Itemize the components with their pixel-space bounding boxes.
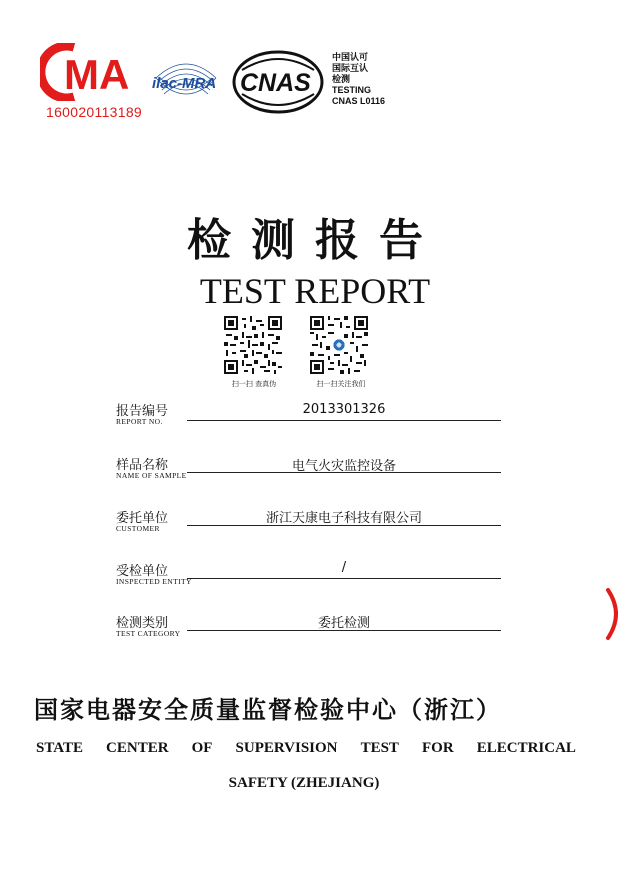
report-no-value: 2013301326	[302, 402, 386, 417]
sample-name-underline	[187, 472, 501, 473]
report-no-label-cn: 报告编号	[116, 404, 169, 419]
center-en-word: OF	[191, 740, 213, 756]
cnas-logo	[232, 50, 324, 114]
seal-edge-mark	[604, 588, 624, 640]
sample-name-value: 电气火灾监控设备	[291, 459, 396, 474]
issuing-center-name-en-line2: SAFETY (ZHEJIANG)	[228, 775, 380, 791]
report-no-label-en: REPORT NO.	[116, 417, 163, 426]
accreditation-text-block	[332, 52, 452, 107]
center-en-word: SUPERVISION	[235, 740, 338, 756]
accreditation-line: 检测	[332, 74, 351, 84]
sample-name-label-cn: 样品名称	[116, 458, 169, 473]
cma-logo-text: MA	[64, 51, 130, 98]
report-title-cn: 检测报告	[187, 215, 443, 266]
customer-value: 浙江天康电子科技有限公司	[265, 511, 422, 526]
qr-follow-caption: 扫一扫关注我们	[316, 380, 366, 388]
test-category-value: 委托检测	[317, 616, 370, 631]
test-category-label-cn: 检测类别	[116, 616, 169, 631]
report-no-underline	[187, 420, 501, 421]
cnas-logo-text: CNAS	[240, 69, 311, 97]
accreditation-line: TESTING	[332, 85, 372, 95]
qr-verify-caption: 扫一扫 查真伪	[231, 380, 277, 388]
cma-certificate-number: 160020113189	[46, 104, 142, 120]
accreditation-line: 国际互认	[332, 63, 369, 73]
accreditation-line: 中国认可	[332, 52, 369, 62]
ilac-logo-text: ilac-MRA	[152, 75, 217, 92]
accreditation-line: CNAS L0116	[332, 96, 386, 106]
sample-name-label-en: NAME OF SAMPLE	[116, 471, 187, 480]
inspected-entity-value: /	[341, 560, 347, 575]
qr-code-icon	[310, 316, 368, 374]
inspected-entity-label-en: INSPECTED ENTITY	[116, 577, 192, 586]
center-en-word: ELECTRICAL	[476, 740, 576, 756]
center-en-word: FOR	[422, 740, 454, 756]
cma-logo	[40, 43, 150, 101]
test-category-label-en: TEST CATEGORY	[116, 629, 181, 638]
customer-underline	[187, 525, 501, 526]
center-en-word: TEST	[360, 740, 399, 756]
ilac-mra-logo	[148, 48, 224, 114]
inspected-entity-underline	[187, 578, 501, 579]
test-category-underline	[187, 630, 501, 631]
customer-label-cn: 委托单位	[116, 511, 169, 526]
center-en-word: STATE	[36, 740, 83, 756]
center-en-word: CENTER	[106, 740, 169, 756]
customer-label-en: CUSTOMER	[116, 524, 160, 533]
issuing-center-name-en-line1	[36, 740, 576, 757]
inspected-entity-label-cn: 受检单位	[116, 564, 169, 579]
report-title-en: TEST REPORT	[199, 271, 431, 311]
qr-code-icon	[224, 316, 282, 374]
issuing-center-name-cn: 国家电器安全质量监督检验中心（浙江）	[34, 696, 502, 724]
